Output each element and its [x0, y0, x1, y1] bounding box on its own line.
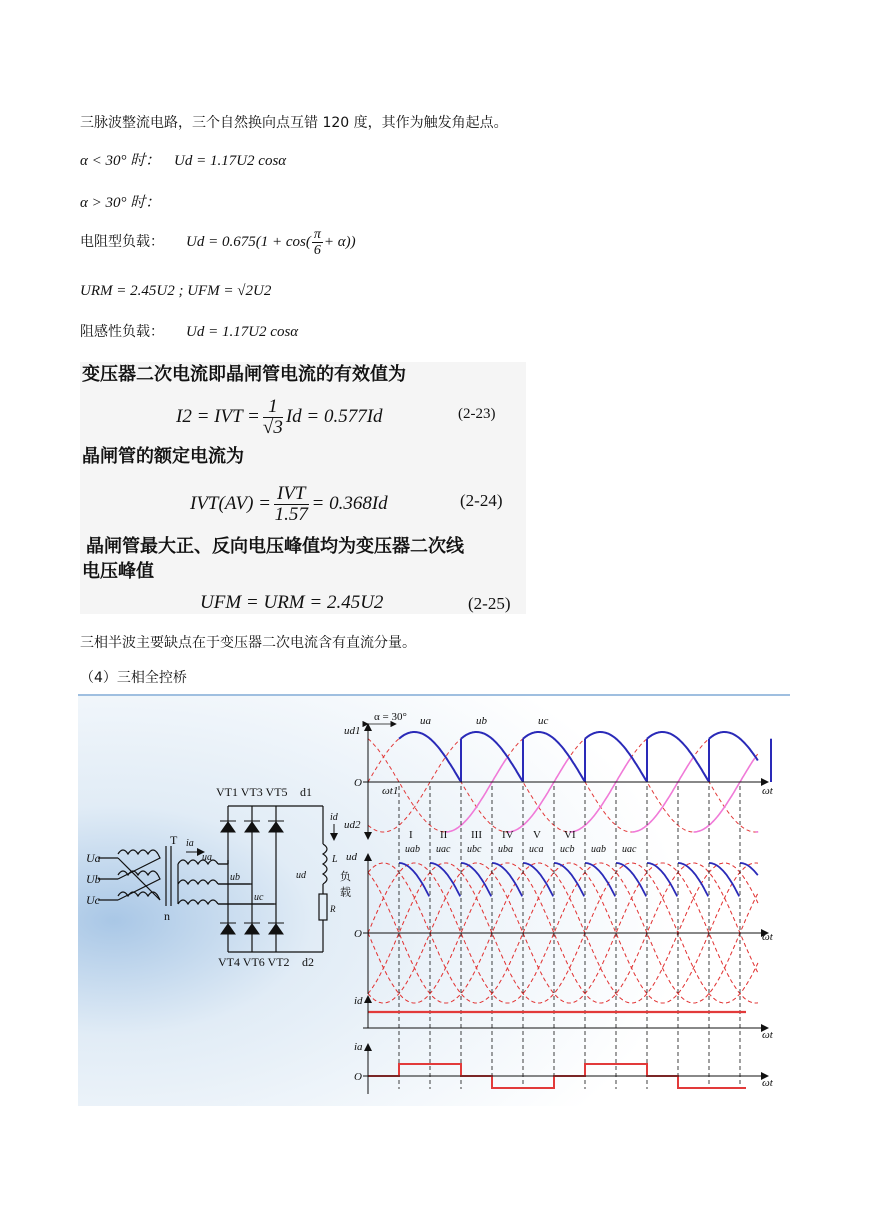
label-circuit-ua: ua: [202, 852, 212, 863]
label-inductor: L: [332, 854, 338, 865]
intro-line: 三脉波整流电路，三个自然换向点互错 120 度，其作为触发角起点。: [80, 115, 508, 131]
excerpt-equation-2-denominator: 1.57: [274, 503, 308, 525]
label-ud: ud: [346, 851, 357, 863]
line-voltage-label-4: uba: [498, 844, 513, 855]
excerpt-equation-1-right: Id = 0.577Id: [285, 406, 383, 427]
label-circuit-ud: ud: [296, 870, 306, 881]
excerpt-equation-2: [190, 478, 388, 530]
excerpt-equation-1-number: (2-23): [458, 406, 496, 422]
wt1-label: ωt1: [382, 785, 399, 797]
wt-label-1: ωt: [762, 785, 773, 797]
interval-label-2: II: [440, 829, 448, 841]
label-uc-wave: uc: [538, 715, 549, 727]
excerpt-equation-2-right: = 0.368Id: [311, 493, 388, 514]
wt-label-3: ωt: [762, 1029, 773, 1041]
origin-2: O: [354, 928, 362, 940]
equation-resistive: [186, 222, 356, 262]
label-resistor: R: [330, 904, 336, 914]
label-vt-bottom: VT4 VT6 VT2: [218, 955, 290, 969]
label-circuit-ia: ia: [186, 838, 194, 849]
origin-1: O: [354, 777, 362, 789]
label-ud1: ud1: [344, 725, 361, 737]
label-ud2: ud2: [344, 819, 361, 831]
resistive-load-label: 电阻型负载：: [80, 234, 164, 250]
label-alpha: α = 30°: [374, 711, 407, 723]
equation-peak-voltage: URM = 2.45U2 ; UFM = √2U2: [80, 283, 272, 299]
excerpt-equation-1-fraction: [263, 397, 283, 438]
equation-resistive-left: Ud = 0.675(1 + cos(: [186, 234, 311, 250]
line-voltage-label-6: ucb: [560, 844, 575, 855]
inductive-load-label: 阻感性负载：: [80, 324, 164, 340]
excerpt-heading-2: 晶闸管的额定电流为: [82, 446, 244, 467]
line-voltage-label-3: ubc: [467, 844, 482, 855]
label-input-a: Ua: [86, 851, 101, 865]
label-input-c: Uc: [86, 893, 100, 907]
label-circuit-uc: uc: [254, 892, 264, 903]
excerpt-equation-2-number: (2-24): [460, 491, 503, 510]
label-transformer: T: [170, 833, 178, 847]
interval-label-5: V: [533, 829, 541, 841]
excerpt-heading-3-line-2: 电压峰值: [82, 561, 154, 582]
wt-label-4: ωt: [762, 1077, 773, 1089]
equation-resistive-right: + α)): [323, 234, 356, 250]
line-voltage-label-5: uca: [529, 844, 544, 855]
label-circuit-ub: ub: [230, 872, 240, 883]
equation-resistive-denominator: 6: [313, 242, 321, 258]
equation-resistive-numerator: π: [313, 226, 321, 242]
equation-less-30: Ud = 1.17U2 cosα: [174, 153, 287, 169]
label-d1: d1: [300, 785, 312, 799]
equation-resistive-fraction: [312, 227, 323, 258]
label-neutral: n: [164, 909, 170, 923]
label-load-2: 载: [340, 886, 351, 899]
section-title: （4）三相全控桥: [80, 670, 187, 686]
label-ub-wave: ub: [476, 715, 487, 727]
line-voltage-label-1: uab: [405, 844, 420, 855]
line-voltage-label-7: uab: [591, 844, 606, 855]
label-vt-top: VT1 VT3 VT5: [216, 785, 288, 799]
label-circuit-id: id: [330, 812, 338, 823]
origin-3: O: [354, 1071, 362, 1083]
excerpt-equation-1: [176, 392, 383, 442]
label-ia: ia: [354, 1041, 363, 1053]
condition-greater-30: α > 30° 时：: [80, 195, 161, 211]
excerpt-equation-2-numerator: IVT: [274, 484, 309, 505]
excerpt-equation-1-left: I2 = IVT =: [176, 406, 260, 427]
three-phase-bridge-figure: [78, 694, 790, 1106]
interval-label-4: IV: [502, 829, 514, 841]
condition-less-30: α < 30° 时：: [80, 153, 161, 169]
figure-top-border: [78, 694, 790, 696]
label-d2: d2: [302, 955, 314, 969]
interval-label-6: VI: [564, 829, 576, 841]
excerpt-equation-3: UFM = URM = 2.45U2: [200, 592, 384, 613]
excerpt-equation-1-denominator: √3: [262, 416, 283, 438]
excerpt-equation-1-numerator: 1: [263, 397, 283, 418]
wt-label-2: ωt: [762, 931, 773, 943]
label-input-b: Ub: [86, 872, 101, 886]
interval-label-3: III: [471, 829, 482, 841]
label-id: id: [354, 995, 363, 1007]
excerpt-heading-1: 变压器二次电流即晶闸管电流的有效值为: [82, 364, 406, 385]
line-voltage-label-2: uac: [436, 844, 451, 855]
label-ua-wave: ua: [420, 715, 431, 727]
excerpt-equation-2-fraction: [274, 484, 309, 525]
excerpt-equation-3-number: (2-25): [468, 594, 511, 613]
excerpt-equation-2-left: IVT(AV) =: [190, 493, 271, 514]
line-voltage-label-8: uac: [622, 844, 637, 855]
interval-label-1: I: [409, 829, 413, 841]
drawback-line: 三相半波主要缺点在于变压器二次电流含有直流分量。: [80, 635, 416, 651]
label-load-1: 负: [340, 870, 351, 883]
excerpt-heading-3-line-1: 晶闸管最大正、反向电压峰值均为变压器二次线: [86, 536, 464, 557]
equation-inductive: Ud = 1.17U2 cosα: [186, 324, 299, 340]
